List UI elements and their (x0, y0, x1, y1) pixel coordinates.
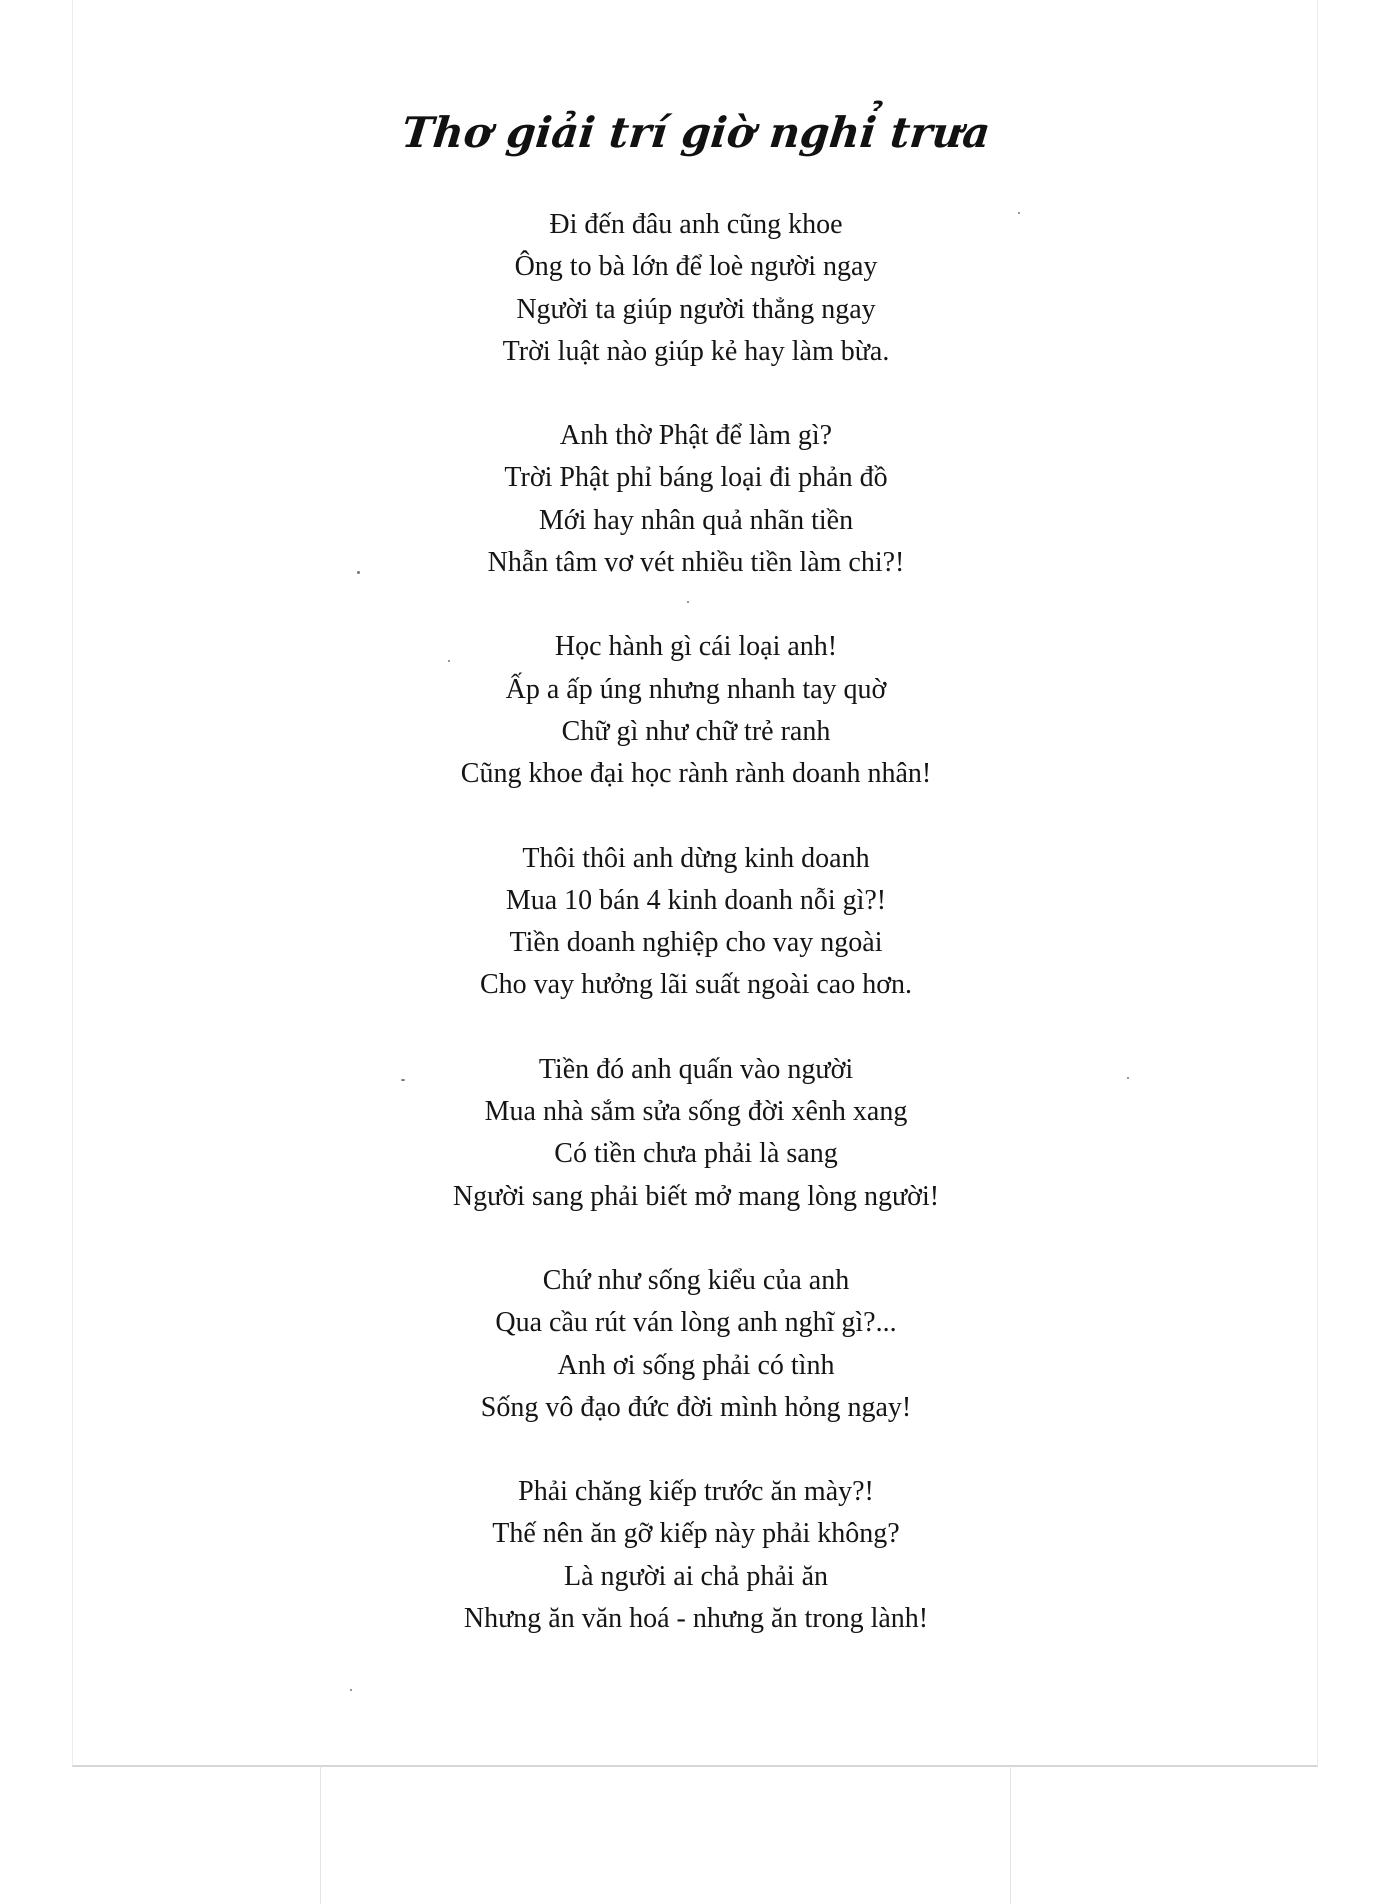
poem-stanza (0, 1260, 1392, 1429)
poem-line: Chứ như sống kiểu của anh (542, 1264, 850, 1296)
poem-stanza (0, 415, 1392, 584)
poem-line: Thế nên ăn gỡ kiếp này phải không? (492, 1518, 900, 1550)
poem-line: Trời Phật phỉ báng loại đi phản đồ (504, 462, 888, 494)
poem-line: Mua 10 bán 4 kinh doanh nỗi gì?! (505, 884, 887, 916)
poem-line: Phải chăng kiếp trước ăn mày?! (518, 1476, 874, 1508)
poem-line: Có tiền chưa phải là sang (554, 1138, 838, 1170)
poem-line: Người sang phải biết mở mang lòng người! (452, 1180, 940, 1212)
poem-line: Tiền đó anh quấn vào người (538, 1053, 854, 1085)
poem-line: Thôi thôi anh dừng kinh doanh (522, 842, 870, 874)
poem-stanza (0, 626, 1392, 795)
poem-title: Thơ giải trí giờ nghỉ trưa (399, 108, 993, 157)
poem-line: Học hành gì cái loại anh! (554, 631, 838, 663)
poem-line: Ấp a ấp úng nhưng nhanh tay quờ (505, 673, 887, 705)
poem-line: Nhưng ăn văn hoá - nhưng ăn trong lành! (463, 1603, 929, 1635)
poem-line: Qua cầu rút ván lòng anh nghĩ gì?... (495, 1307, 897, 1339)
poem-line: Mua nhà sắm sửa sống đời xênh xang (484, 1096, 908, 1128)
poem-line: Nhẫn tâm vơ vét nhiều tiền làm chi?! (487, 547, 905, 579)
poem-line: Là người ai chả phải ăn (564, 1560, 828, 1592)
poem-line: Tiền doanh nghiệp cho vay ngoài (509, 927, 883, 959)
fold-line-right (1010, 1766, 1011, 1904)
scan-speck (350, 1689, 352, 1691)
poem-stanza (0, 204, 1392, 373)
poem-line: Anh thờ Phật để làm gì? (559, 420, 833, 452)
poem-line: Đi đến đâu anh cũng khoe (549, 209, 843, 240)
poem-line: Ông to bà lớn để loè người ngay (514, 251, 878, 283)
fold-line-left (320, 1766, 321, 1904)
poem-line: Chữ gì như chữ trẻ ranh (561, 715, 831, 747)
poem-line: Mới hay nhân quả nhãn tiền (538, 504, 854, 536)
poem-line: Cũng khoe đại học rành rành doanh nhân! (460, 758, 932, 790)
poem-line: Người ta giúp người thẳng ngay (516, 293, 876, 325)
poem-body (0, 204, 1392, 1682)
poem-line: Trời luật nào giúp kẻ hay làm bừa. (502, 335, 890, 367)
poem-line: Cho vay hưởng lãi suất ngoài cao hơn. (479, 969, 913, 1001)
poem-line: Anh ơi sống phải có tình (557, 1349, 835, 1381)
poem-line: Sống vô đạo đức đời mình hỏng ngay! (480, 1391, 912, 1423)
poem-stanza (0, 838, 1392, 1007)
poem-stanza (0, 1471, 1392, 1640)
poem-stanza (0, 1049, 1392, 1218)
